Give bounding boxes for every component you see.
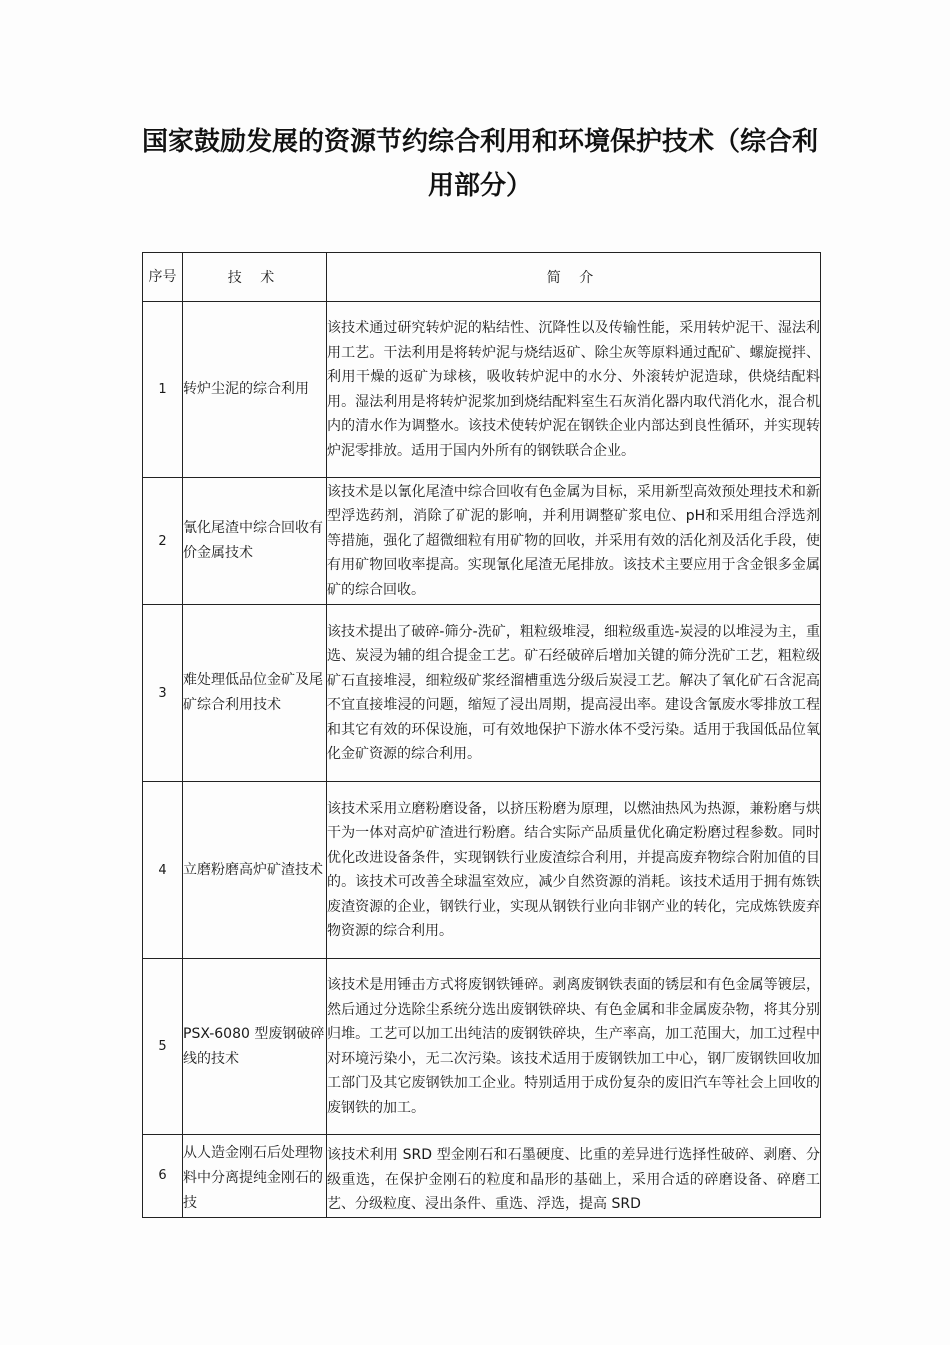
table-row [143,1135,821,1218]
technology-description: 该技术提出了破碎-筛分-洗矿，粗粒级堆浸，细粒级重选-炭浸的以堆浸为主，重选、炭浸为辅的组合提金工艺。矿石经破碎后增加关键的筛分洗矿工艺，粗粒级矿石直接堆浸，细粒级矿浆经溜槽重选分级后炭浸工艺。解决了氧化矿石含泥高不宜直接堆浸的问题，缩短了浸出周期，提高浸出率。建设含氰废水零排放工程和其它有效的环保设施，可有效地保护下游水体不受污染。适用于我国低品位氧化金矿资源的综合利用。 [327,605,821,782]
technology-description: 该技术是以氰化尾渣中综合回收有色金属为目标，采用新型高效预处理技术和新型浮选药剂，消除了矿泥的影响，并利用调整矿浆电位、pH和采用组合浮选剂等措施，强化了超微细粒有用矿物的回收，并采用有效的活化剂及活化手段，使有用矿物回收率提高。实现氰化尾渣无尾排放。该技术主要应用于含金银多金属矿的综合回收。 [327,478,821,605]
row-number: 6 [143,1135,183,1218]
row-number: 1 [143,302,183,478]
technology-table [142,252,821,1218]
table-row [143,478,821,605]
table-header-row [143,253,821,302]
row-number: 5 [143,959,183,1135]
table-row [143,959,821,1135]
document-title: 国家鼓励发展的资源节约综合利用和环境保护技术（综合利用部分） [141,127,818,201]
technology-description: 该技术是用锤击方式将废钢铁锤碎。剥离废钢铁表面的锈层和有色金属等镀层，然后通过分选除尘系统分选出废钢铁碎块、有色金属和非金属废杂物，将其分别归堆。工艺可以加工出纯洁的废钢铁碎块，生产率高，加工范围大，加工过程中对环境污染小，无二次污染。该技术适用于废钢铁加工中心，钢厂废钢铁回收加工部门及其它废钢铁加工企业。特别适用于成份复杂的废旧汽车等社会上回收的废钢铁的加工。 [327,959,821,1135]
technology-name: 从人造金刚石后处理物料中分离提纯金刚石的技 [183,1135,327,1218]
technology-name: 难处理低品位金矿及尾矿综合利用技术 [183,605,327,782]
technology-name: PSX-6080 型废钢破碎线的技术 [183,959,327,1135]
technology-name: 立磨粉磨高炉矿渣技术 [183,782,327,959]
technology-description: 该技术利用 SRD 型金刚石和石墨硬度、比重的差异进行选择性破碎、剥磨、分级重选，在保护金刚石的粒度和晶形的基础上，采用合适的碎磨设备、碎磨工艺、分级粒度、浸出条件、重选、浮选，提高 SRD [327,1135,821,1218]
header-technology: 技 术 [183,253,327,302]
technology-name: 转炉尘泥的综合利用 [183,302,327,478]
table-row [143,302,821,478]
technology-description: 该技术采用立磨粉磨设备，以挤压粉磨为原理，以燃油热风为热源，兼粉磨与烘干为一体对高炉矿渣进行粉磨。结合实际产品质量优化确定粉磨过程参数。同时优化改进设备条件，实现钢铁行业废渣综合利用，并提高废弃物综合附加值的目的。该技术可改善全球温室效应，减少自然资源的消耗。该技术适用于拥有炼铁废渣资源的企业，钢铁行业，实现从钢铁行业向非钢产业的转化，完成炼铁废弃物资源的综合利用。 [327,782,821,959]
technology-description: 该技术通过研究转炉泥的粘结性、沉降性以及传输性能，采用转炉泥干、湿法利用工艺。干法利用是将转炉泥与烧结返矿、除尘灰等原料通过配矿、螺旋搅拌、利用干燥的返矿为球核，吸收转炉泥中的水分、外滚转炉泥造球，供烧结配料用。湿法利用是将转炉泥浆加到烧结配料室生石灰消化器内取代消化水，混合机内的清水作为调整水。该技术使转炉泥在钢铁企业内部达到良性循环，并实现转炉泥零排放。适用于国内外所有的钢铁联合企业。 [327,302,821,478]
row-number: 3 [143,605,183,782]
table-row [143,782,821,959]
row-number: 2 [143,478,183,605]
header-number: 序号 [143,253,183,302]
header-description: 简 介 [327,253,821,302]
technology-name: 氰化尾渣中综合回收有价金属技术 [183,478,327,605]
row-number: 4 [143,782,183,959]
table-row [143,605,821,782]
